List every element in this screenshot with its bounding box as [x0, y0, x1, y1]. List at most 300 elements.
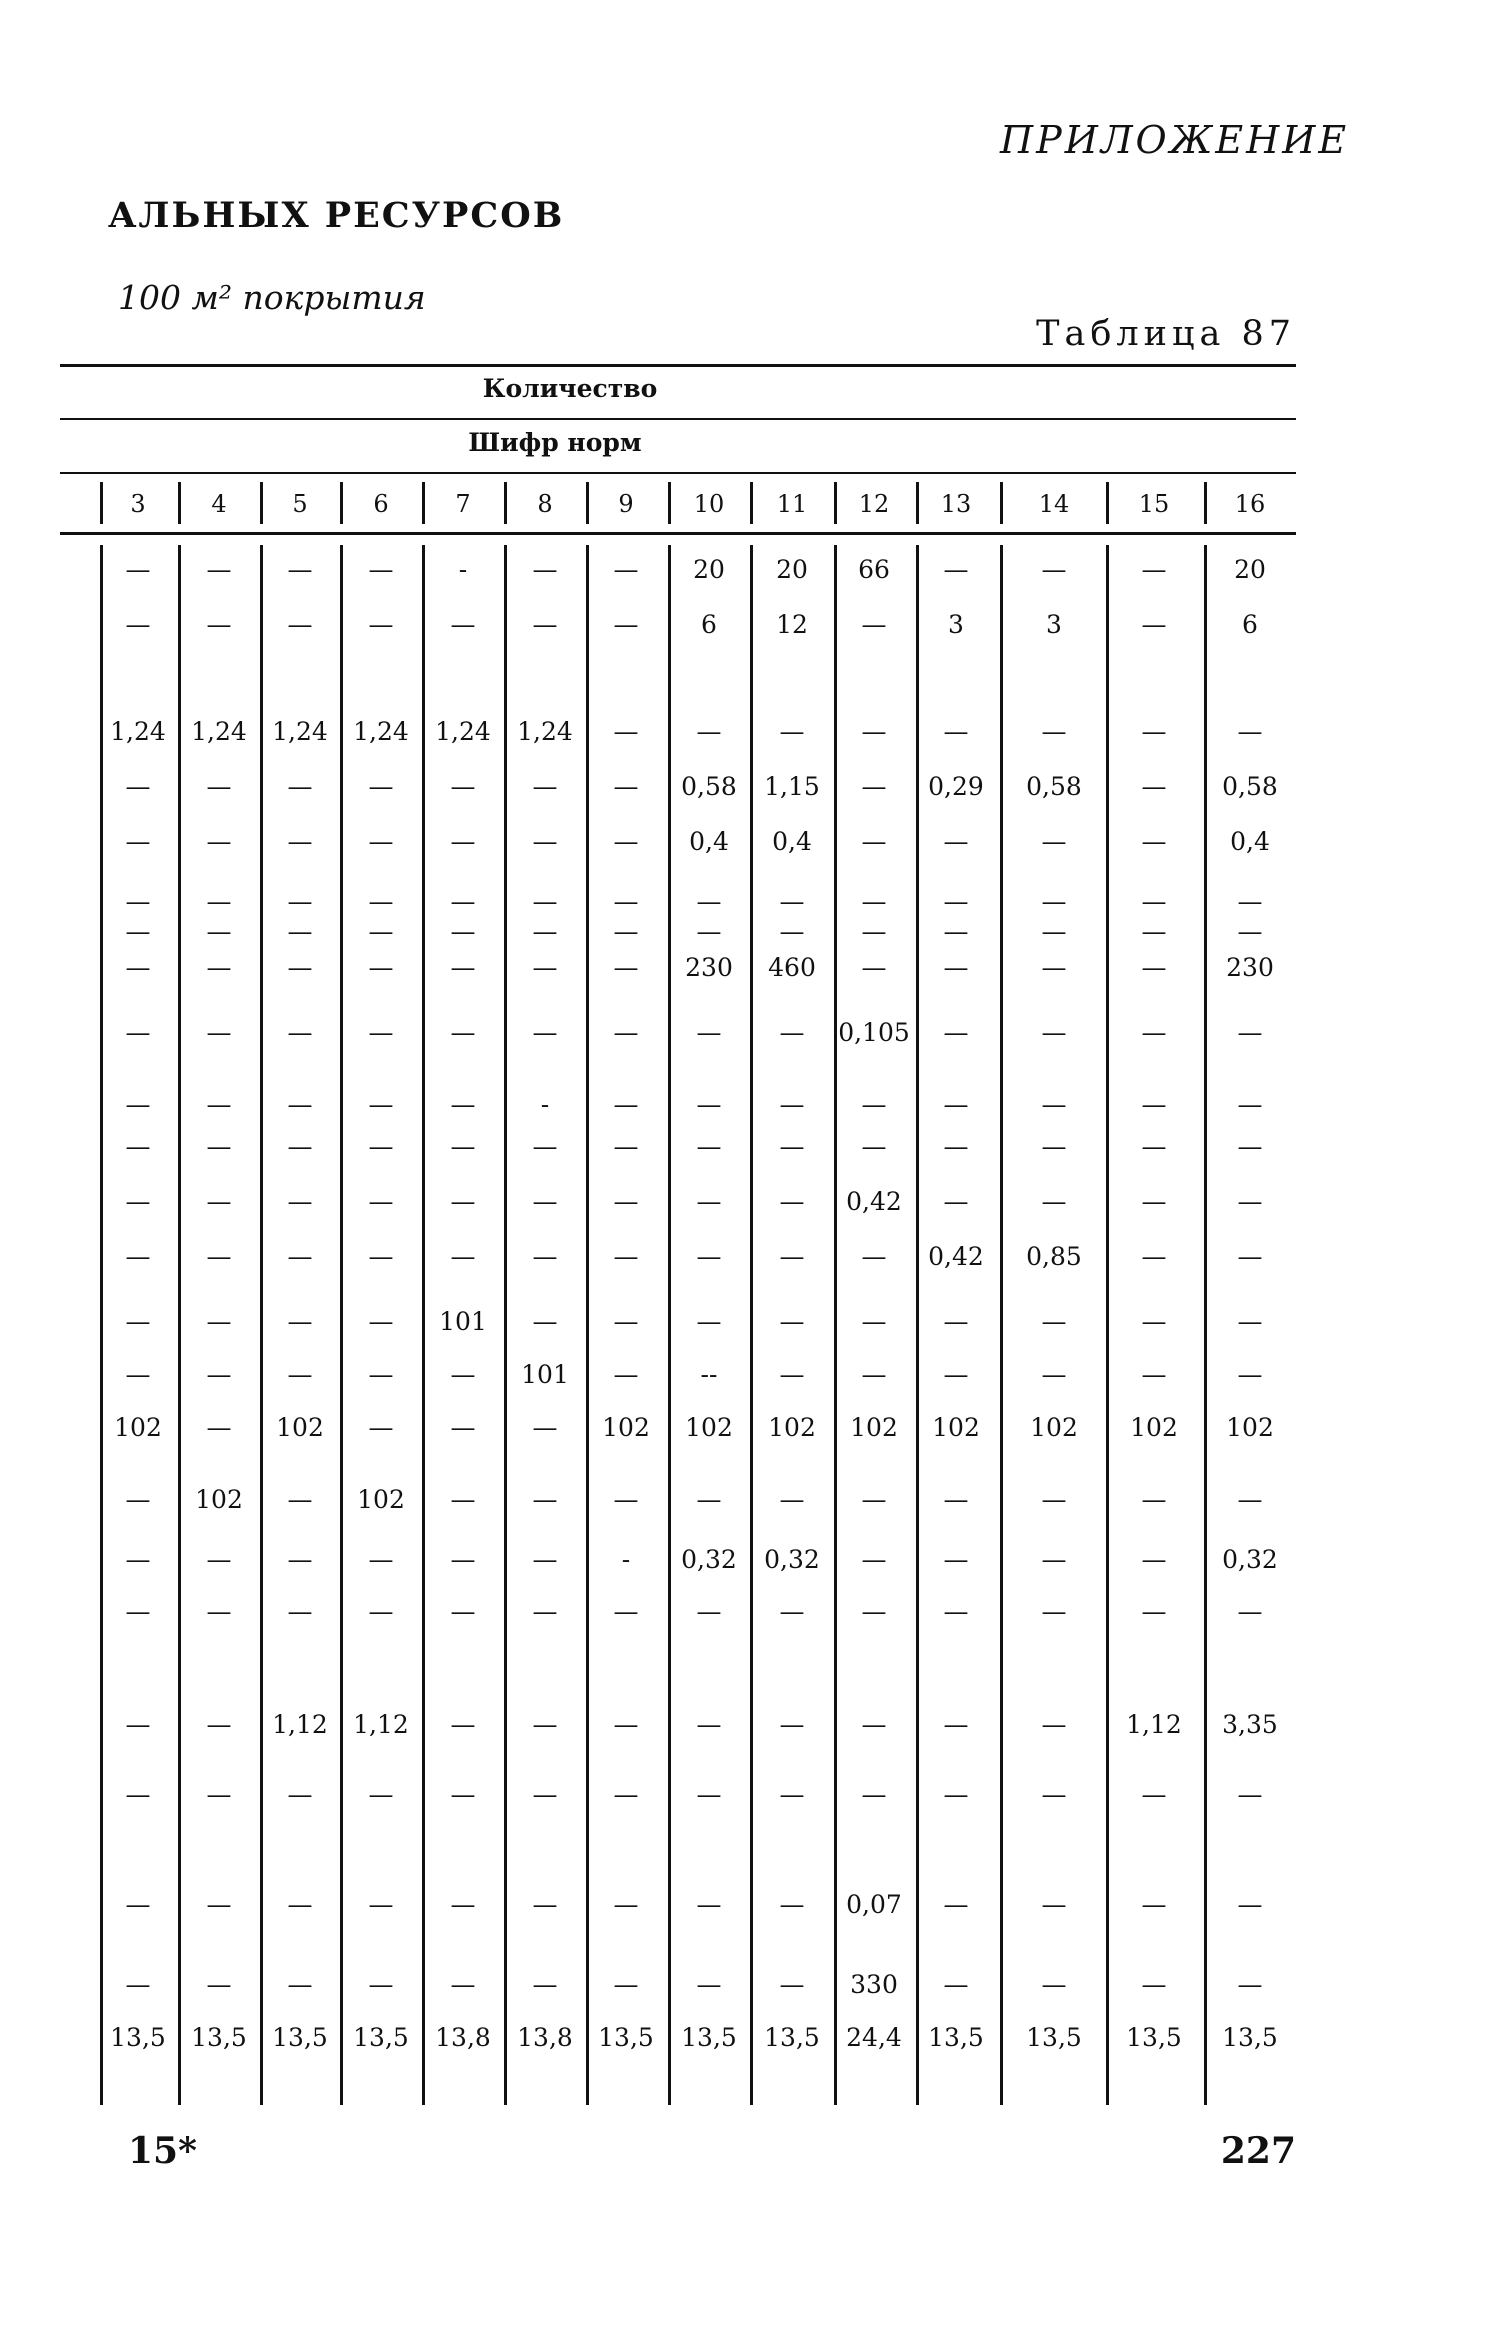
table-cell: — [613, 1360, 639, 1389]
table-cell: — [368, 772, 394, 801]
table-cell: 0,85 [1026, 1242, 1082, 1271]
table-cell: — [943, 1090, 969, 1119]
table-cell: — [368, 1780, 394, 1809]
table-cell: — [1141, 555, 1167, 584]
table-cell: — [450, 1413, 476, 1442]
table-cell: — [532, 1597, 558, 1626]
header-column-separator [916, 482, 919, 524]
table-cell: — [1237, 1307, 1263, 1336]
table-cell: 24,4 [846, 2023, 902, 2052]
table-cell: — [532, 610, 558, 639]
table-cell: — [287, 1187, 313, 1216]
table-cell: — [943, 917, 969, 946]
table-cell: — [1141, 827, 1167, 856]
table-cell: — [450, 827, 476, 856]
table-cell: — [696, 1090, 722, 1119]
table-cell: — [532, 1132, 558, 1161]
table-cell: — [779, 1132, 805, 1161]
table-cell: - [458, 555, 468, 584]
table-cell: 1,24 [435, 717, 491, 746]
column-number: 5 [292, 490, 308, 518]
table-cell: — [287, 1090, 313, 1119]
section-title: АЛЬНЫХ РЕСУРСОВ [108, 195, 565, 236]
table-cell: 0,07 [846, 1890, 902, 1919]
table-cell: — [1237, 1360, 1263, 1389]
table-cell: — [1041, 1090, 1067, 1119]
table-cell: — [206, 1360, 232, 1389]
table-cell: — [1141, 1597, 1167, 1626]
table-cell: 13,8 [435, 2023, 491, 2052]
table-cell: 3,35 [1222, 1710, 1278, 1739]
table-cell: — [1041, 827, 1067, 856]
table-cell: — [1041, 717, 1067, 746]
table-cell: - [621, 1545, 631, 1574]
table-cell: — [287, 917, 313, 946]
header-column-separator [834, 482, 837, 524]
table-cell: — [779, 1090, 805, 1119]
table-cell: — [861, 1597, 887, 1626]
table-cell: — [368, 1090, 394, 1119]
table-cell: — [696, 1307, 722, 1336]
table-cell: — [125, 772, 151, 801]
table-cell: — [779, 1597, 805, 1626]
header-column-separator [1106, 482, 1109, 524]
table-cell: — [1237, 1970, 1263, 1999]
table-cell: — [206, 1970, 232, 1999]
column-number: 11 [776, 490, 808, 518]
table-cell: 0,4 [772, 827, 812, 856]
table-cell: — [696, 1710, 722, 1739]
table-cell: — [613, 827, 639, 856]
table-cell: — [696, 887, 722, 916]
table-cell: — [1237, 1187, 1263, 1216]
column-number: 8 [537, 490, 553, 518]
table-cell: 0,29 [928, 772, 984, 801]
table-cell: — [287, 887, 313, 916]
table-cell: 3 [1046, 610, 1062, 639]
table-cell: 101 [521, 1360, 569, 1389]
table-cell: — [613, 917, 639, 946]
table-cell: — [943, 1360, 969, 1389]
table-cell: — [943, 717, 969, 746]
table-cell: — [1041, 917, 1067, 946]
table-cell: — [696, 1597, 722, 1626]
table-cell: — [1041, 1710, 1067, 1739]
table-cell: — [1141, 1132, 1167, 1161]
column-number: 16 [1234, 490, 1266, 518]
table-cell: — [125, 1545, 151, 1574]
table-cell: — [696, 1780, 722, 1809]
table-cell: — [450, 917, 476, 946]
table-cell: 0,32 [1222, 1545, 1278, 1574]
table-cell: — [1141, 1780, 1167, 1809]
table-cell: — [1041, 887, 1067, 916]
table-cell: — [287, 1132, 313, 1161]
table-cell: — [532, 1242, 558, 1271]
table-cell: — [943, 1597, 969, 1626]
table-cell: — [613, 1597, 639, 1626]
table-cell: 13,5 [928, 2023, 984, 2052]
table-cell: — [1237, 1242, 1263, 1271]
table-cell: — [1041, 1018, 1067, 1047]
table-cell: — [861, 827, 887, 856]
table-cell: — [943, 953, 969, 982]
table-cell: — [206, 1018, 232, 1047]
table-cell: — [1141, 1090, 1167, 1119]
header-bottom-rule [60, 532, 1296, 535]
table-cell: — [1041, 1545, 1067, 1574]
header-column-separator [586, 482, 589, 524]
table-cell: — [125, 1132, 151, 1161]
table-cell: 13,5 [598, 2023, 654, 2052]
table-cell: — [1041, 1360, 1067, 1389]
table-cell: — [125, 953, 151, 982]
column-number: 14 [1038, 490, 1070, 518]
table-cell: — [450, 1890, 476, 1919]
table-cell: — [368, 917, 394, 946]
table-cell: — [1041, 1970, 1067, 1999]
table-cell: — [1141, 610, 1167, 639]
table-cell: — [943, 1187, 969, 1216]
table-cell: 1,24 [517, 717, 573, 746]
table-cell: — [287, 1018, 313, 1047]
table-cell: — [532, 1890, 558, 1919]
table-cell: — [1041, 1187, 1067, 1216]
table-cell: — [1041, 1132, 1067, 1161]
table-cell: — [861, 1090, 887, 1119]
table-cell: — [779, 1970, 805, 1999]
table-cell: — [125, 887, 151, 916]
table-cell: — [861, 953, 887, 982]
table-cell: — [943, 887, 969, 916]
quantity-rule [60, 418, 1296, 420]
table-cell: 12 [776, 610, 808, 639]
table-cell: 0,58 [1026, 772, 1082, 801]
header-column-separator [260, 482, 263, 524]
table-cell: — [368, 1970, 394, 1999]
table-cell: — [125, 1187, 151, 1216]
table-cell: — [206, 1187, 232, 1216]
table-cell: — [125, 555, 151, 584]
table-cell: — [779, 1242, 805, 1271]
table-cell: 102 [1030, 1413, 1078, 1442]
table-cell: — [450, 1242, 476, 1271]
header-column-separator [1000, 482, 1003, 524]
table-cell: — [450, 953, 476, 982]
table-cell: — [613, 1780, 639, 1809]
table-cell: — [287, 953, 313, 982]
table-cell: — [1141, 1970, 1167, 1999]
table-cell: — [368, 1413, 394, 1442]
table-cell: 230 [685, 953, 733, 982]
table-cell: — [450, 1597, 476, 1626]
table-cell: — [125, 827, 151, 856]
table-cell: 66 [858, 555, 890, 584]
table-cell: — [368, 1187, 394, 1216]
table-cell: 20 [1234, 555, 1266, 584]
code-rule [60, 472, 1296, 474]
table-cell: — [943, 1710, 969, 1739]
column-number: 4 [211, 490, 227, 518]
table-cell: — [532, 887, 558, 916]
column-number: 12 [858, 490, 890, 518]
table-cell: — [613, 1970, 639, 1999]
table-cell: — [1237, 887, 1263, 916]
table-cell: — [125, 1360, 151, 1389]
table-cell: — [532, 1780, 558, 1809]
table-cell: — [1041, 953, 1067, 982]
table-cell: — [206, 1890, 232, 1919]
table-cell: — [943, 827, 969, 856]
table-cell: — [779, 917, 805, 946]
table-cell: — [206, 1090, 232, 1119]
table-cell: — [1237, 717, 1263, 746]
table-top-rule [60, 364, 1296, 367]
table-cell: 102 [1130, 1413, 1178, 1442]
table-cell: — [861, 1545, 887, 1574]
table-cell: — [1141, 1485, 1167, 1514]
table-cell: — [206, 610, 232, 639]
body-column-separator [1204, 545, 1207, 2105]
column-number: 3 [130, 490, 146, 518]
table-cell: — [450, 610, 476, 639]
table-cell: — [368, 1018, 394, 1047]
table-cell: — [613, 1710, 639, 1739]
table-cell: — [1141, 953, 1167, 982]
table-cell: — [450, 1710, 476, 1739]
table-cell: — [861, 1710, 887, 1739]
table-cell: 13,5 [110, 2023, 166, 2052]
table-cell: — [532, 827, 558, 856]
table-cell: 0,4 [689, 827, 729, 856]
table-cell: — [613, 953, 639, 982]
table-cell: 13,5 [353, 2023, 409, 2052]
table-cell: — [943, 1890, 969, 1919]
table-cell: — [1141, 1307, 1167, 1336]
table-cell: 0,58 [1222, 772, 1278, 801]
table-cell: — [125, 1242, 151, 1271]
table-cell: — [532, 555, 558, 584]
table-cell: — [532, 1970, 558, 1999]
table-cell: 0,4 [1230, 827, 1270, 856]
table-cell: 13,5 [764, 2023, 820, 2052]
table-cell: — [532, 1413, 558, 1442]
table-cell: — [696, 1132, 722, 1161]
table-cell: — [368, 1890, 394, 1919]
table-cell: — [1141, 1360, 1167, 1389]
table-cell: — [1237, 1090, 1263, 1119]
table-cell: — [368, 827, 394, 856]
table-cell: — [287, 555, 313, 584]
header-column-separator [422, 482, 425, 524]
table-cell: 13,5 [1026, 2023, 1082, 2052]
table-cell: — [125, 1780, 151, 1809]
table-number: Таблица 87 [1036, 314, 1296, 354]
column-number: 6 [373, 490, 389, 518]
table-cell: — [613, 610, 639, 639]
table-cell: — [1141, 772, 1167, 801]
table-cell: — [613, 772, 639, 801]
table-cell: — [532, 772, 558, 801]
table-cell: 20 [693, 555, 725, 584]
table-cell: — [861, 1485, 887, 1514]
header-column-separator [750, 482, 753, 524]
table-cell: 102 [768, 1413, 816, 1442]
table-cell: — [1141, 1545, 1167, 1574]
table-cell: — [368, 887, 394, 916]
table-cell: — [1237, 1890, 1263, 1919]
table-cell: — [206, 772, 232, 801]
table-cell: — [287, 1360, 313, 1389]
column-number: 7 [455, 490, 471, 518]
table-cell: 0,105 [838, 1018, 910, 1047]
table-cell: — [206, 1132, 232, 1161]
table-cell: — [779, 887, 805, 916]
unit-label: 100 м² покрытия [118, 278, 426, 317]
table-cell: — [861, 887, 887, 916]
table-cell: — [450, 1360, 476, 1389]
table-cell: 20 [776, 555, 808, 584]
column-number: 10 [693, 490, 725, 518]
table-cell: 330 [850, 1970, 898, 1999]
footer-signature-mark: 15* [128, 2130, 197, 2172]
table-cell: — [943, 1485, 969, 1514]
table-cell: — [450, 1018, 476, 1047]
quantity-header: Количество [482, 374, 658, 403]
table-cell: 102 [195, 1485, 243, 1514]
table-cell: — [1141, 1242, 1167, 1271]
table-cell: — [287, 1485, 313, 1514]
table-cell: — [696, 1485, 722, 1514]
table-cell: - [540, 1090, 550, 1119]
table-cell: — [1237, 1780, 1263, 1809]
table-cell: — [1141, 1890, 1167, 1919]
code-header: Шифр норм [468, 428, 642, 457]
table-cell: — [287, 1597, 313, 1626]
table-cell: — [287, 1242, 313, 1271]
table-cell: 102 [1226, 1413, 1274, 1442]
table-cell: 102 [276, 1413, 324, 1442]
table-cell: — [206, 1307, 232, 1336]
table-cell: — [206, 1545, 232, 1574]
table-cell: 1,24 [272, 717, 328, 746]
table-cell: — [368, 953, 394, 982]
table-cell: — [125, 1485, 151, 1514]
table-cell: 102 [114, 1413, 162, 1442]
table-cell: — [943, 1132, 969, 1161]
table-cell: — [287, 1307, 313, 1336]
table-cell: — [125, 1970, 151, 1999]
table-cell: 13,5 [1222, 2023, 1278, 2052]
table-cell: — [1041, 1780, 1067, 1809]
table-cell: — [861, 1132, 887, 1161]
table-cell: — [696, 1242, 722, 1271]
table-cell: — [368, 1307, 394, 1336]
header-column-separator [504, 482, 507, 524]
table-cell: 102 [850, 1413, 898, 1442]
table-cell: 13,5 [681, 2023, 737, 2052]
table-cell: 13,8 [517, 2023, 573, 2052]
table-cell: 13,5 [1126, 2023, 1182, 2052]
table-cell: — [287, 1545, 313, 1574]
table-cell: — [532, 1187, 558, 1216]
table-cell: — [125, 1710, 151, 1739]
table-cell: — [613, 1242, 639, 1271]
table-cell: 101 [439, 1307, 487, 1336]
table-cell: — [861, 917, 887, 946]
table-cell: — [287, 610, 313, 639]
table-cell: — [532, 1018, 558, 1047]
header-column-separator [100, 482, 103, 524]
table-cell: — [206, 887, 232, 916]
table-cell: — [125, 1090, 151, 1119]
table-cell: 6 [1242, 610, 1258, 639]
table-cell: — [125, 1307, 151, 1336]
table-cell: — [779, 1187, 805, 1216]
table-cell: — [696, 1890, 722, 1919]
table-cell: — [861, 1780, 887, 1809]
table-cell: — [532, 1545, 558, 1574]
table-cell: — [450, 1132, 476, 1161]
table-cell: — [779, 1485, 805, 1514]
table-cell: — [613, 555, 639, 584]
table-cell: — [1041, 1890, 1067, 1919]
table-cell: — [943, 1545, 969, 1574]
table-cell: — [779, 1890, 805, 1919]
table-cell: — [125, 610, 151, 639]
table-cell: — [613, 1485, 639, 1514]
table-cell: — [368, 1132, 394, 1161]
table-cell: 1,15 [764, 772, 820, 801]
table-cell: — [943, 1970, 969, 1999]
table-cell: — [613, 887, 639, 916]
table-cell: — [450, 1187, 476, 1216]
table-cell: — [206, 827, 232, 856]
table-cell: — [206, 1597, 232, 1626]
table-cell: — [1041, 1597, 1067, 1626]
appendix-label: ПРИЛОЖЕНИЕ [1000, 118, 1350, 162]
table-cell: — [1041, 555, 1067, 584]
table-cell: — [861, 1307, 887, 1336]
table-cell: — [287, 1970, 313, 1999]
table-cell: — [613, 1090, 639, 1119]
table-cell: — [450, 772, 476, 801]
table-cell: — [613, 1890, 639, 1919]
table-cell: — [861, 772, 887, 801]
table-cell: 13,5 [272, 2023, 328, 2052]
table-cell: — [1041, 1307, 1067, 1336]
table-cell: 1,24 [191, 717, 247, 746]
table-cell: — [861, 717, 887, 746]
table-cell: — [861, 1360, 887, 1389]
table-cell: 0,32 [764, 1545, 820, 1574]
header-column-separator [178, 482, 181, 524]
table-cell: — [861, 610, 887, 639]
table-cell: 1,24 [353, 717, 409, 746]
table-cell: 1,12 [272, 1710, 328, 1739]
table-cell: -- [700, 1360, 718, 1389]
table-cell: 230 [1226, 953, 1274, 982]
table-cell: — [368, 1360, 394, 1389]
table-cell: — [613, 1187, 639, 1216]
table-cell: 0,42 [846, 1187, 902, 1216]
table-cell: — [779, 1360, 805, 1389]
table-cell: — [1237, 1485, 1263, 1514]
table-cell: — [125, 1018, 151, 1047]
table-cell: — [125, 1597, 151, 1626]
column-number: 9 [618, 490, 634, 518]
table-cell: — [613, 1018, 639, 1047]
